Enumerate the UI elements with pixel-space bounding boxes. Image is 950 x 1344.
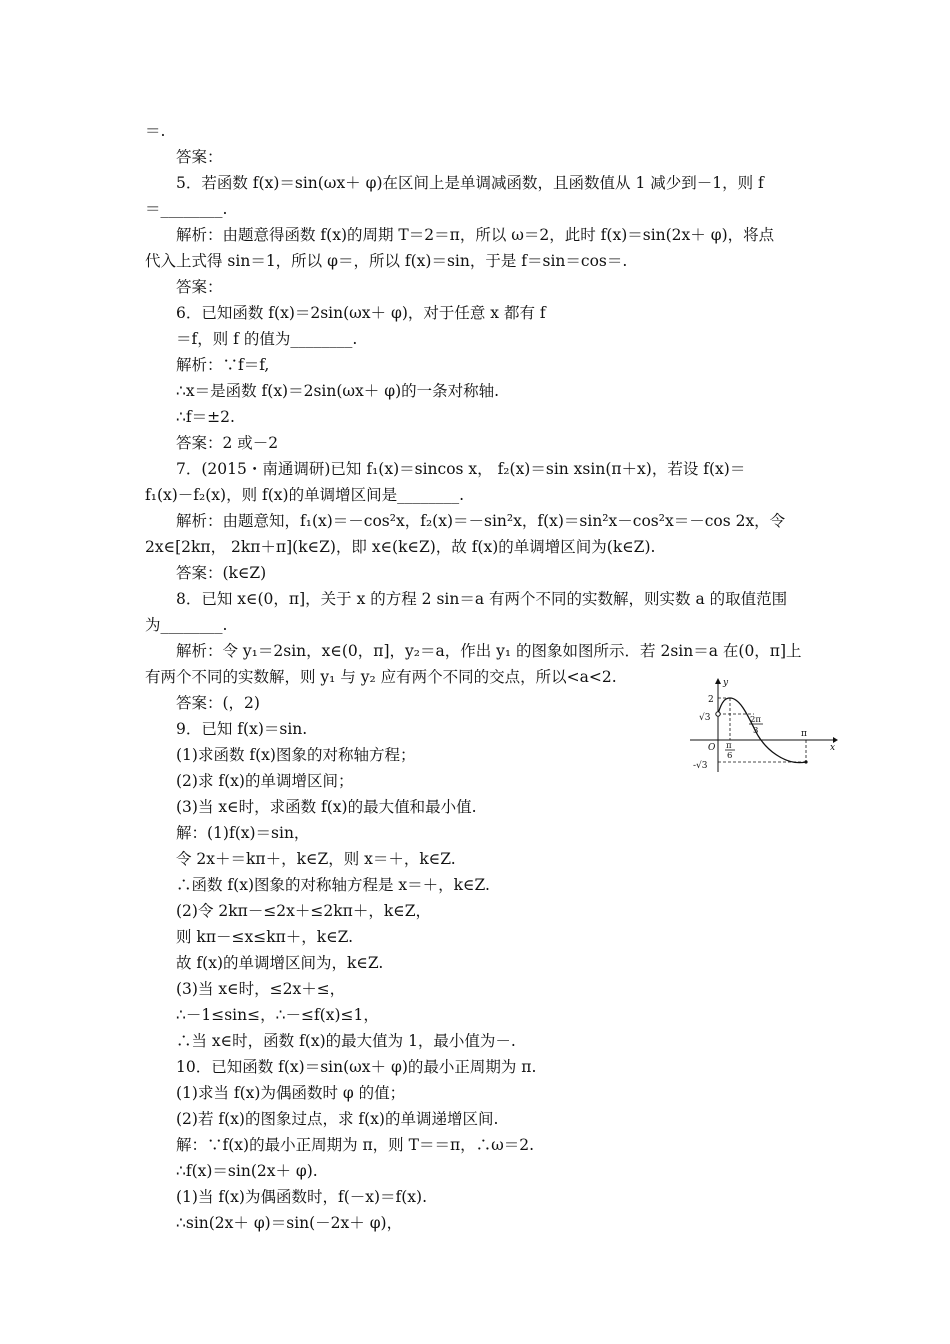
text-line: 解：∵f(x)的最小正周期为 π，则 T＝＝π，∴ω＝2. [176, 1136, 535, 1154]
text-line: (2)令 2kπ－≤2x＋≤2kπ＋，k∈Z， [176, 902, 431, 920]
pi6-denominator: 6 [727, 751, 733, 761]
text-line: 则 kπ－≤x≤kπ＋，k∈Z. [176, 928, 354, 946]
origin-label: O [708, 743, 716, 753]
text-line: 有两个不同的实数解，则 y₁ 与 y₂ 应有两个不同的交点，所以<a<2. [145, 668, 617, 686]
text-line: 10．已知函数 f(x)＝sin(ωx＋ φ)的最小正周期为 π. [176, 1058, 537, 1076]
text-line: 解析：令 y₁＝2sin，x∈(0，π]，y₂＝a，作出 y₁ 的图象如图所示．若 2sin＝a 在(0，π]上 [176, 642, 802, 660]
text-line: ∴－1≤sin≤，∴－≤f(x)≤1， [176, 1006, 379, 1024]
text-line: 答案：(，2) [176, 694, 260, 712]
open-endpoint [716, 712, 720, 716]
x-axis-label: x [830, 743, 836, 753]
text-line: (3)当 x∈时，求函数 f(x)的最大值和最小值. [176, 798, 477, 816]
closed-endpoint [804, 760, 807, 763]
text-line: (2)若 f(x)的图象过点，求 f(x)的单调递增区间. [176, 1110, 499, 1128]
pi-label: π [801, 729, 807, 739]
twopi3-denominator: 3 [753, 726, 759, 736]
text-line: 解：(1)f(x)＝sin， [176, 824, 310, 842]
text-line: ∴x＝是函数 f(x)＝2sin(ωx＋ φ)的一条对称轴. [176, 382, 500, 400]
text-line: ∴函数 f(x)图象的对称轴方程是 x＝＋，k∈Z. [176, 876, 490, 894]
text-line: 解析：由题意知，f₁(x)＝－cos²x，f₂(x)＝－sin²x，f(x)＝sin²x－cos²x＝－cos 2x，令 [176, 512, 786, 530]
text-line: ∴f＝±2. [176, 408, 235, 426]
text-line: 6．已知函数 f(x)＝2sin(ωx＋ φ)，对于任意 x 都有 f [176, 304, 546, 322]
text-line: ∴当 x∈时，函数 f(x)的最大值为 1，最小值为－. [176, 1032, 516, 1050]
text-line: 令 2x＋＝kπ＋，k∈Z，则 x＝＋，k∈Z. [176, 850, 456, 868]
text-line: ＝. [145, 122, 166, 140]
text-line: 答案：2 或－2 [176, 434, 279, 452]
text-line: ＝________. [145, 200, 228, 218]
text-line: ＝f，则 f 的值为________. [176, 330, 358, 348]
sine-graph-figure [690, 676, 836, 772]
text-line: 解析：由题意得函数 f(x)的周期 T＝2＝π，所以 ω＝2，此时 f(x)＝sin(2x＋ φ)，将点 [176, 226, 775, 244]
text-line: 答案：(k∈Z) [176, 564, 267, 582]
text-line: (3)当 x∈时，≤2x＋≤， [176, 980, 346, 998]
text-line: 答案： [176, 278, 223, 296]
text-line: 9．已知 f(x)＝sin. [176, 720, 308, 738]
max-label: 2 [708, 695, 714, 705]
text-line: 7．(2015・南通调研)已知 f₁(x)＝sincos x， f₂(x)＝sin xsin(π＋x)，若设 f(x)＝ [176, 460, 746, 478]
text-line: 故 f(x)的单调增区间为，k∈Z. [176, 954, 384, 972]
text-line: 2x∈[2kπ， 2kπ＋π](k∈Z)，即 x∈(k∈Z)，故 f(x)的单调增区间为(k∈Z). [145, 538, 656, 556]
root3-label: √3 [699, 713, 711, 723]
text-line: ∴sin(2x＋ φ)＝sin(－2x＋ φ)， [176, 1214, 403, 1232]
text-line: 代入上式得 sin＝1，所以 φ＝，所以 f(x)＝sin，于是 f＝sin＝cos＝. [145, 252, 628, 270]
text-line: (1)当 f(x)为偶函数时，f(－x)＝f(x). [176, 1188, 428, 1206]
y-axis-label: y [723, 678, 729, 688]
text-line: 8．已知 x∈(0，π]，关于 x 的方程 2 sin＝a 有两个不同的实数解，则实数 a 的取值范围 [176, 590, 788, 608]
y-axis-arrow [715, 678, 721, 684]
neg-root3-label: -√3 [693, 761, 708, 771]
text-line: (1)求当 f(x)为偶函数时 φ 的值； [176, 1084, 406, 1102]
text-line: ∴f(x)＝sin(2x＋ φ). [176, 1162, 318, 1180]
text-line: f₁(x)－f₂(x)，则 f(x)的单调增区间是________. [145, 486, 464, 504]
text-line: 5．若函数 f(x)＝sin(ωx＋ φ)在区间上是单调减函数，且函数值从 1 减少到－1，则 f [176, 174, 764, 192]
text-line: 答案： [176, 148, 223, 166]
pi6-numerator: π [726, 741, 732, 751]
text-line: (2)求 f(x)的单调增区间； [176, 772, 354, 790]
text-line: (1)求函数 f(x)图象的对称轴方程； [176, 746, 416, 764]
text-line: 解析：∵f＝f, [176, 356, 270, 374]
text-line: 为________. [145, 616, 228, 634]
twopi3-numerator: 2π [750, 715, 761, 725]
